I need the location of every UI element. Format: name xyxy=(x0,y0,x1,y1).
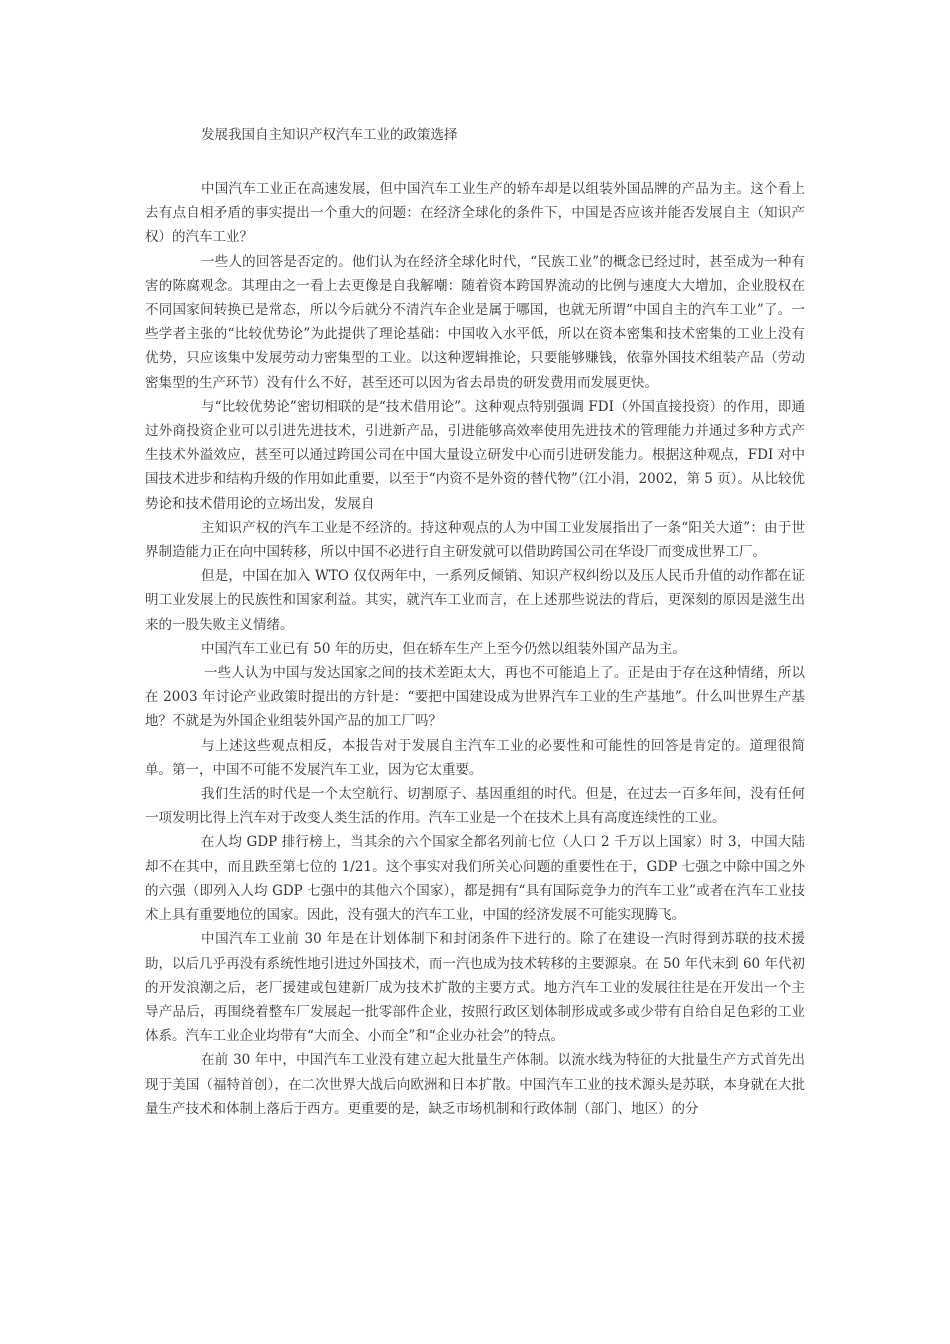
paragraph: 在人均 GDP 排行榜上，当其余的六个国家全都名列前七位（人口 2 千万以上国家）时 3，中国大陆却不在其中，而且跌至第七位的 1/21。这个事实对我们所关心问题的重要性在于，GDP 七强之中除中国之外的六强（即列入人均 GDP 七强中的其他六个国家），都是拥有“具有国际竞争力的汽车工业”或者在汽车工业技术上具有重要地位的国家。因此，没有强大的汽车工业，中国的经济发展不可能实现腾飞。 xyxy=(145,834,805,924)
paragraph: 中国汽车工业正在高速发展，但中国汽车工业生产的轿车却是以组装外国品牌的产品为主。这个看上去有点自相矛盾的事实提出一个重大的问题：在经济全球化的条件下，中国是否应该并能否发展自主（知识产权）的汽车工业？ xyxy=(145,181,805,246)
document-body xyxy=(145,177,805,1121)
paragraph: 在前 30 年中，中国汽车工业没有建立起大批量生产体制。以流水线为特征的大批量生产方式首先出现于美国（福特首创），在二次世界大战后向欧洲和日本扩散。中国汽车工业的技术源头是苏联，本身就在大批量生产技术和体制上落后于西方。更重要的是，缺乏市场机制和行政体制（部门、地区）的分 xyxy=(145,1052,805,1117)
paragraph: 我们生活的时代是一个太空航行、切割原子、基因重组的时代。但是，在过去一百多年间，没有任何一项发明比得上汽车对于改变人类生活的作用。汽车工业是一个在技术上具有高度连续性的工业。 xyxy=(145,786,805,827)
paragraph: 中国汽车工业前 30 年是在计划体制下和封闭条件下进行的。除了在建设一汽时得到苏联的技术援助，以后几乎再没有系统性地引进过外国技术，而一汽也成为技术转移的主要源泉。在 50 年代末到 60 年代初的开发浪潮之后，老厂援建或包建新厂成为技术扩散的主要方式。地方汽车工业的发展往往是在开发出一个主导产品后，再围绕着整车厂发展起一批零部件企业，按照行政区划体制形成或多或少带有自给自足色彩的工业体系。汽车工业企业均带有“大而全、小而全”和“企业办社会”的特点。 xyxy=(145,931,805,1045)
paragraph: 但是，中国在加入 WTO 仅仅两年中，一系列反倾销、知识产权纠纷以及压人民币升值的动作都在证明工业发展上的民族性和国家利益。其实，就汽车工业而言，在上述那些说法的背后，更深刻的原因是滋生出来的一股失败主义情绪。 xyxy=(145,568,805,633)
document-title: 发展我国自主知识产权汽车工业的政策选择 xyxy=(201,127,458,143)
paragraph: 一些人的回答是否定的。他们认为在经济全球化时代，“民族工业”的概念已经过时，甚至成为一种有害的陈腐观念。其理由之一看上去更像是自我解嘲：随着资本跨国界流动的比例与速度大大增加，企业股权在不同国家间转换已是常态，所以今后就分不清汽车企业是属于哪国，也就无所谓“中国自主的汽车工业”了。一些学者主张的“比较优势论”为此提供了理论基础：中国收入水平低，所以在资本密集和技术密集的工业上没有优势，只应该集中发展劳动力密集型的工业。以这种逻辑推论，只要能够赚钱，依靠外国技术组装产品（劳动密集型的生产环节）没有什么不好，甚至还可以因为省去昂贵的研发费用而发展更快。 xyxy=(145,253,805,391)
paragraph: 中国汽车工业已有 50 年的历史，但在轿车生产上至今仍然以组装外国产品为主。 xyxy=(201,640,686,657)
paragraph: 与“比较优势论”密切相联的是“技术借用论”。这种观点特别强调 FDI（外国直接投资）的作用，即通过外商投资企业可以引进先进技术，引进新产品，引进能够高效率使用先进技术的管理能力并通过多种方式产生技术外溢效应，甚至可以通过跨国公司在中国大量设立研发中心而引进研发能力。根据这种观点，FDI 对中国技术进步和结构升级的作用如此重要，以至于“内资不是外资的替代物”（江小涓，2002，第 5 页）。从比较优势论和技术借用论的立场出发，发展自 xyxy=(145,398,805,512)
paragraph: 主知识产权的汽车工业是不经济的。持这种观点的人为中国工业发展指出了一条“阳关大道”：由于世界制造能力正在向中国转移，所以中国不必进行自主研发就可以借助跨国公司在华设厂而变成世界工厂。 xyxy=(145,519,805,561)
paragraph: 一些人认为中国与发达国家之间的技术差距太大，再也不可能追上了。正是由于存在这种情绪，所以在 2003 年讨论产业政策时提出的方针是：“要把中国建设成为世界汽车工业的生产基地”。什么叫世界生产基地？不就是为外国企业组装外国产品的加工厂吗？ xyxy=(145,665,805,730)
paragraph: 与上述这些观点相反，本报告对于发展自主汽车工业的必要性和可能性的回答是肯定的。道理很简单。第一，中国不可能不发展汽车工业，因为它太重要。 xyxy=(145,737,805,778)
